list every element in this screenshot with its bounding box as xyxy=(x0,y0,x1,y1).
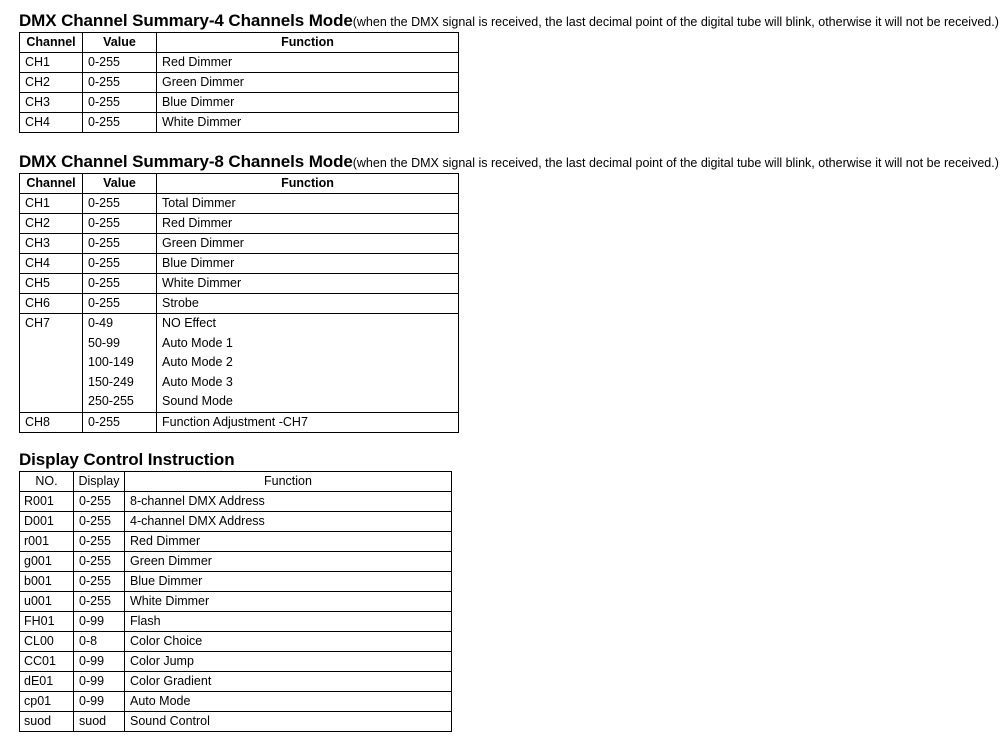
section-8ch-title: DMX Channel Summary-8 Channels Mode xyxy=(19,152,353,171)
cell-value: 0-255 xyxy=(83,234,157,254)
cell-function: White Dimmer xyxy=(157,113,459,133)
table-row xyxy=(20,552,452,572)
section-display xyxy=(19,449,452,732)
cell-no: cp01 xyxy=(20,692,74,712)
cell-value: 0-255 xyxy=(83,73,157,93)
cell-display: 0-255 xyxy=(74,492,125,512)
cell-function: Red Dimmer xyxy=(125,532,452,552)
section-4ch-note: (when the DMX signal is received, the last decimal point of the digital tube will blink, otherwise it will not be received.) xyxy=(352,15,999,29)
cell-display: suod xyxy=(74,712,125,732)
cell-value: 0-255 xyxy=(83,93,157,113)
table-display xyxy=(19,471,452,732)
section-display-title: Display Control Instruction xyxy=(19,450,235,469)
cell-display: 0-255 xyxy=(74,532,125,552)
cell-channel: CH1 xyxy=(20,194,83,214)
cell-display: 0-255 xyxy=(74,592,125,612)
table-8ch xyxy=(19,173,459,433)
cell-channel: CH6 xyxy=(20,294,83,314)
cell-channel: CH1 xyxy=(20,53,83,73)
cell-function-list xyxy=(157,314,459,413)
cell-channel: CH5 xyxy=(20,274,83,294)
section-8ch-heading xyxy=(19,151,999,173)
cell-display: 0-255 xyxy=(74,552,125,572)
header-channel: Channel xyxy=(20,174,83,194)
cell-channel: CH8 xyxy=(20,412,83,432)
cell-function: 4-channel DMX Address xyxy=(125,512,452,532)
header-no: NO. xyxy=(20,472,74,492)
table-header-row xyxy=(20,174,459,194)
table-row xyxy=(20,632,452,652)
table-row xyxy=(20,612,452,632)
table-row xyxy=(20,712,452,732)
cell-function: Auto Mode xyxy=(125,692,452,712)
cell-function: Blue Dimmer xyxy=(157,93,459,113)
cell-no: dE01 xyxy=(20,672,74,692)
table-header-row xyxy=(20,472,452,492)
table-row xyxy=(20,532,452,552)
cell-no: FH01 xyxy=(20,612,74,632)
table-row xyxy=(20,214,459,234)
cell-function: Green Dimmer xyxy=(157,73,459,93)
table-row xyxy=(20,672,452,692)
table-row xyxy=(20,194,459,214)
cell-display: 0-99 xyxy=(74,612,125,632)
cell-value: 0-255 xyxy=(83,194,157,214)
cell-display: 0-255 xyxy=(74,512,125,532)
cell-function: Function Adjustment -CH7 xyxy=(157,412,459,432)
cell-function: Color Jump xyxy=(125,652,452,672)
header-function: Function xyxy=(125,472,452,492)
cell-no: CL00 xyxy=(20,632,74,652)
cell-function: Total Dimmer xyxy=(157,194,459,214)
cell-value: 0-255 xyxy=(83,254,157,274)
cell-channel: CH2 xyxy=(20,214,83,234)
cell-channel: CH2 xyxy=(20,73,83,93)
section-4ch xyxy=(19,10,999,133)
cell-no: D001 xyxy=(20,512,74,532)
table-row xyxy=(20,412,459,432)
header-channel: Channel xyxy=(20,33,83,53)
cell-value: 0-255 xyxy=(83,113,157,133)
cell-channel: CH3 xyxy=(20,93,83,113)
cell-function: 8-channel DMX Address xyxy=(125,492,452,512)
table-row xyxy=(20,512,452,532)
cell-function: Flash xyxy=(125,612,452,632)
cell-function: Color Choice xyxy=(125,632,452,652)
header-value: Value xyxy=(83,33,157,53)
section-8ch xyxy=(19,151,999,433)
cell-channel: CH4 xyxy=(20,113,83,133)
table-row xyxy=(20,492,452,512)
cell-function: Color Gradient xyxy=(125,672,452,692)
header-function: Function xyxy=(157,33,459,53)
range-value: 100-149 xyxy=(88,355,134,370)
table-row xyxy=(20,592,452,612)
cell-no: g001 xyxy=(20,552,74,572)
table-row xyxy=(20,652,452,672)
cell-value: 0-255 xyxy=(83,53,157,73)
cell-function: Red Dimmer xyxy=(157,214,459,234)
range-value: 0-49 xyxy=(88,316,114,330)
range-function: Auto Mode 1 xyxy=(162,335,233,350)
header-value: Value xyxy=(83,174,157,194)
range-function: Sound Mode xyxy=(162,394,233,409)
header-display: Display xyxy=(74,472,125,492)
cell-no: suod xyxy=(20,712,74,732)
cell-no: CC01 xyxy=(20,652,74,672)
table-row xyxy=(20,93,459,113)
cell-display: 0-99 xyxy=(74,652,125,672)
cell-display: 0-255 xyxy=(74,572,125,592)
cell-function: Sound Control xyxy=(125,712,452,732)
cell-value: 0-255 xyxy=(83,294,157,314)
cell-function: White Dimmer xyxy=(157,274,459,294)
range-value: 250-255 xyxy=(88,394,134,409)
cell-function: White Dimmer xyxy=(125,592,452,612)
cell-no: R001 xyxy=(20,492,74,512)
cell-function: Blue Dimmer xyxy=(157,254,459,274)
cell-no: r001 xyxy=(20,532,74,552)
table-row xyxy=(20,53,459,73)
table-row xyxy=(20,73,459,93)
section-4ch-heading xyxy=(19,10,999,32)
table-row xyxy=(20,692,452,712)
table-row xyxy=(20,294,459,314)
cell-display: 0-99 xyxy=(74,672,125,692)
cell-value: 0-255 xyxy=(83,214,157,234)
cell-function: Blue Dimmer xyxy=(125,572,452,592)
cell-value: 0-255 xyxy=(83,412,157,432)
cell-display: 0-8 xyxy=(74,632,125,652)
table-row xyxy=(20,572,452,592)
cell-no: b001 xyxy=(20,572,74,592)
cell-function: Strobe xyxy=(157,294,459,314)
range-function: Auto Mode 2 xyxy=(162,355,233,370)
cell-display: 0-99 xyxy=(74,692,125,712)
table-row xyxy=(20,254,459,274)
range-value: 150-249 xyxy=(88,374,134,389)
cell-function: Green Dimmer xyxy=(125,552,452,572)
section-display-heading xyxy=(19,449,452,471)
cell-value-ranges xyxy=(83,314,157,413)
cell-channel: CH3 xyxy=(20,234,83,254)
section-4ch-title: DMX Channel Summary-4 Channels Mode xyxy=(19,11,353,30)
table-header-row xyxy=(20,33,459,53)
cell-channel: CH4 xyxy=(20,254,83,274)
range-value: 50-99 xyxy=(88,335,120,350)
cell-no: u001 xyxy=(20,592,74,612)
range-function: Auto Mode 3 xyxy=(162,374,233,389)
table-row xyxy=(20,274,459,294)
table-row xyxy=(20,234,459,254)
header-function: Function xyxy=(157,174,459,194)
cell-function: Green Dimmer xyxy=(157,234,459,254)
section-8ch-note: (when the DMX signal is received, the last decimal point of the digital tube will blink, otherwise it will not be received.) xyxy=(352,156,999,170)
table-row xyxy=(20,113,459,133)
range-function: NO Effect xyxy=(162,316,216,330)
cell-function: Red Dimmer xyxy=(157,53,459,73)
cell-value: 0-255 xyxy=(83,274,157,294)
table-4ch xyxy=(19,32,459,133)
table-row-ch7 xyxy=(20,314,459,413)
cell-channel: CH7 xyxy=(20,314,83,413)
